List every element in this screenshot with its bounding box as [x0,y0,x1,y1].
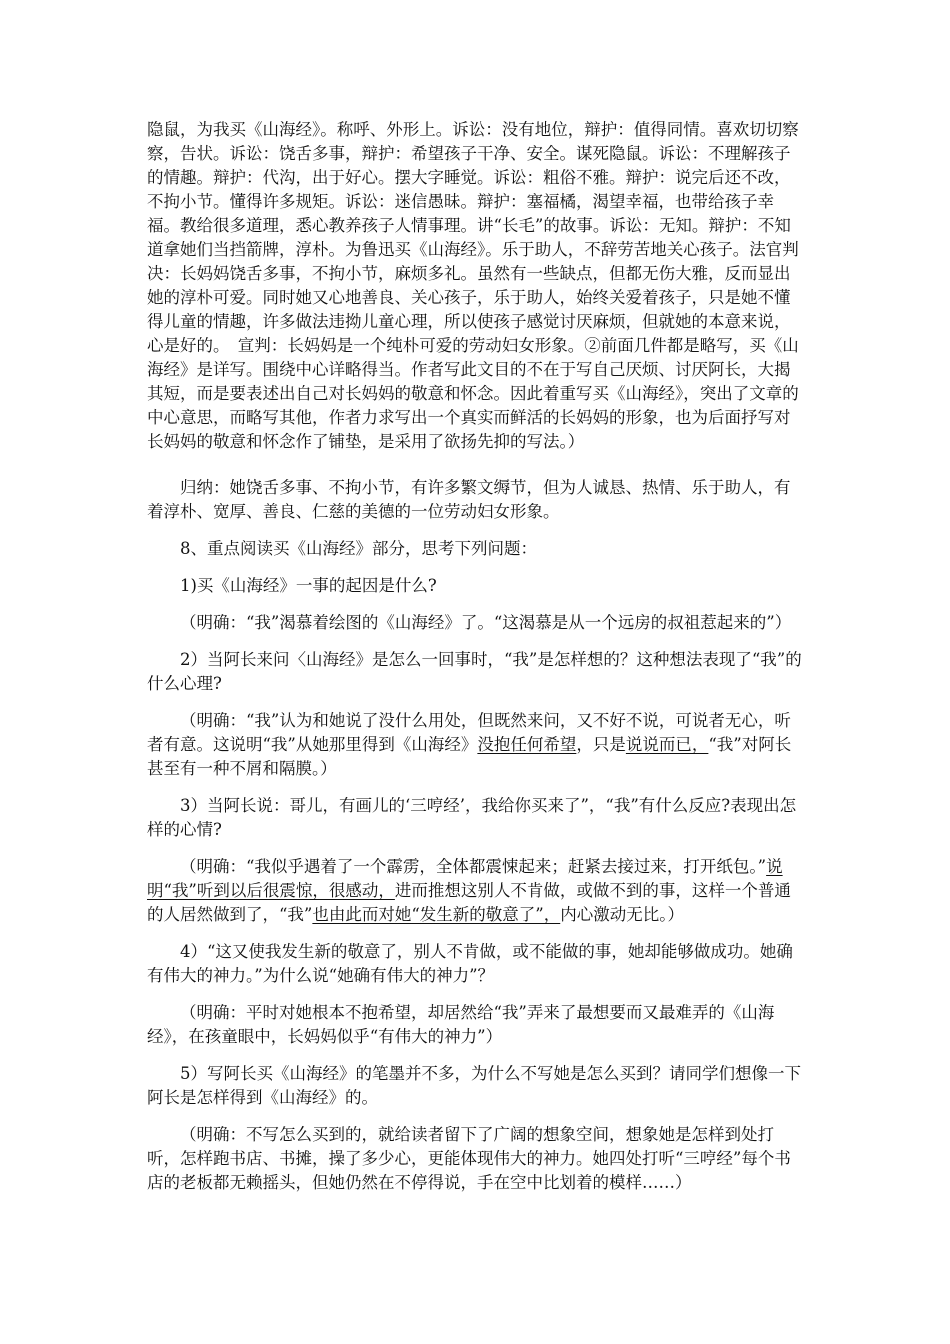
answer-2-text-c: “我”对阿长甚至有一种不屑和隔膜。） [147,735,792,778]
answer-1: （明确：“我”渴慕着绘图的《山海经》了。“这渴慕是从一个远房的叔祖惹起来的”） [180,613,792,632]
answer-2 [147,709,802,781]
answer-3-underline-1: 说明“我”听到以后很震惊，很感动， [147,857,783,900]
answer-3-text-c: 内心激动无比。） [560,905,684,924]
question-4: 4）“这又使我发生新的敬意了，别人不肯做，或不能做的事，她却能够做成功。她确有伟大的神力。”为什么说“她确有伟大的神力”？ [147,942,793,985]
answer-5: （明确：不写怎么买到的，就给读者留下了广阔的想象空间，想象她是怎样到处打听，怎样跑书店、书摊，操了多少心，更能体现伟大的神力。她四处打听“三哼经”每个书店的老板都无赖摇头，但她仍然在不停得说，手在空中比划着的模样……） [147,1125,791,1192]
answer-3-text-b: 进而推想这别人不肯做，或做不到的事，这样一个普通的人居然做到了，“我” [147,881,791,924]
answer-2-underline-1: 没抱任何希望 [477,735,577,754]
answer-3 [147,855,802,927]
answer-3-text-a: （明确：“我似乎遇着了一个霹雳，全体都震悚起来；赶紧去接过来，打开纸包。” [180,857,767,876]
paragraph-summary: 归纳：她饶舌多事、不拘小节，有许多繁文缛节，但为人诚恳、热情、乐于助人，有着淳朴、宽厚、善良、仁慈的美德的一位劳动妇女形象。 [147,478,791,521]
paragraph-judgment: 隐鼠，为我买《山海经》。称呼、外形上。诉讼：没有地位，辩护：值得同情。喜欢切切察察，告状。诉讼：饶舌多事，辩护：希望孩子干净、安全。谋死隐鼠。诉讼：不理解孩子的情趣。辩护：代沟，出于好心。摆大字睡觉。诉讼：粗俗不雅。辩护：说完后还不改，不拘小节。懂得许多规矩。诉讼：迷信愚昧。辩护：塞福橘，渴望幸福，也带给孩子幸福。教给很多道理，悉心教养孩子人情事理。讲“长毛”的故事。诉讼：无知。辩护：不知道拿她们当挡箭牌，淳朴。为鲁迅买《山海经》。乐于助人，不辞劳苦地关心孩子。法官判决：长妈妈饶舌多事，不拘小节，麻烦多礼。虽然有一些缺点，但都无伤大雅，反而显出她的淳朴可爱。同时她又心地善良、关心孩子，乐于助人，始终关爱着孩子，只是她不懂得儿童的情趣，许多做法违拗儿童心理，所以使孩子感觉讨厌麻烦，但就她的本意来说，心是好的。 宣判：长妈妈是一个纯朴可爱的劳动妇女形象。②前面几件都是略写，买《山海经》是详写。围绕中心详略得当。作者写此文目的不在于写自己厌烦、讨厌阿长，大揭其短，而是要表述出自己对长妈妈的敬意和怀念。因此着重写买《山海经》，突出了文章的中心意思，而略写其他，作者力求写出一个真实而鲜活的长妈妈的形象，也为后面抒写对长妈妈的敬意和怀念作了铺垫，是采用了欲扬先抑的写法。） [147,120,799,451]
question-1: 1)买《山海经》一事的起因是什么? [180,576,437,595]
question-heading: 8、重点阅读买《山海经》部分，思考下列问题： [180,539,537,558]
answer-2-text-a: （明确：“我”认为和她说了没什么用处，但既然来问，又不好不说，可说者无心，听者有意。这说明“我”从她那里得到《山海经》 [147,711,791,754]
answer-2-text-b: ，只是 [576,735,626,754]
answer-2-underline-2: 说说而已， [625,735,709,754]
question-5: 5）写阿长买《山海经》的笔墨并不多，为什么不写她是怎么买到？请同学们想像一下阿长是怎样得到《山海经》的。 [147,1064,801,1107]
question-3: 3）当阿长说：哥儿，有画儿的‘三哼经’，我给你买来了”，“我”有什么反应?表现出怎样的心情? [147,796,797,839]
question-2: 2）当阿长来问〈山海经》是怎么一回事时，“我”是怎样想的？这种想法表现了“我”的什么心理? [147,650,802,693]
answer-4: （明确：平时对她根本不抱希望，却居然给“我”弄来了最想要而又最难弄的《山海经》，在孩童眼中，长妈妈似乎“有伟大的神力”） [147,1003,775,1046]
answer-3-underline-2: 也由此而对她“发生新的敬意了”， [312,905,561,924]
document-page [147,118,802,1195]
